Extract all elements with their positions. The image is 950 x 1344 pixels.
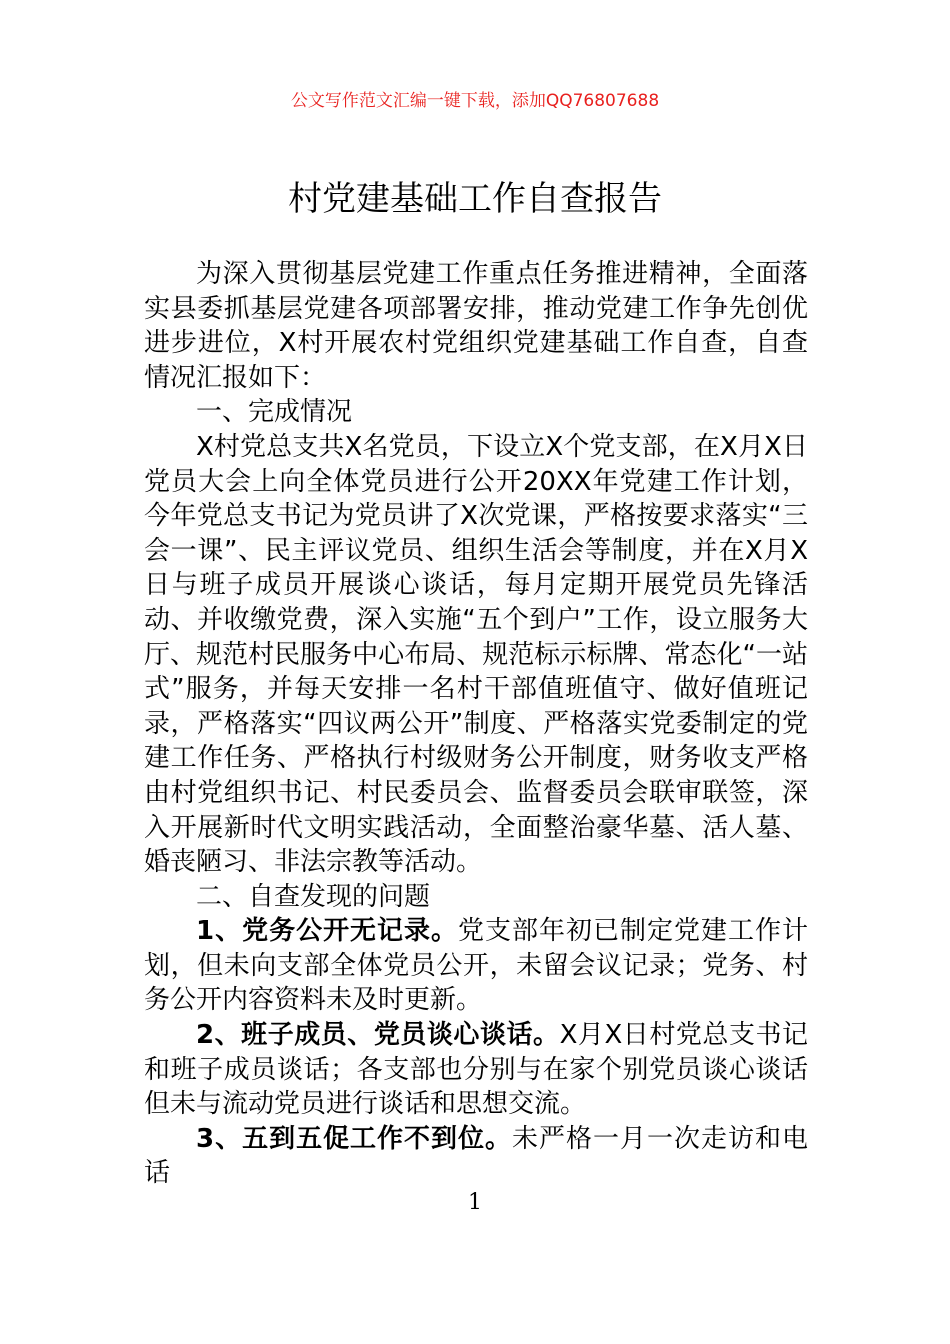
problem-item-lead: 1、党务公开无记录。 <box>196 916 459 947</box>
problem-item-text: 未严格一月一次走访和电话 <box>144 1123 808 1189</box>
page-number: 1 <box>468 1190 482 1215</box>
document-body <box>144 257 808 1191</box>
section2-heading: 二、自查发现的问题 <box>196 881 431 912</box>
problem-item-lead: 3、五到五促工作不到位。 <box>196 1123 513 1154</box>
problem-item <box>144 1122 808 1191</box>
problem-item <box>144 914 808 1018</box>
problem-item-text: 党支部年初已制定党建工作计划，但未向支部全体党员公开，未留会议记录；党务、村务公开内容资料未及时更新。 <box>144 916 808 1016</box>
problem-item-text: X月X日村党总支书记和班子成员谈话；各支部也分别与在家个别党员谈心谈话但未与流动党员进行谈话和思想交流。 <box>144 1020 809 1120</box>
problem-item-lead: 2、班子成员、党员谈心谈话。 <box>196 1020 560 1051</box>
document-title: 村党建基础工作自查报告 <box>288 179 662 219</box>
problem-item <box>144 1018 808 1122</box>
intro-paragraph: 为深入贯彻基层党建工作重点任务推进精神，全面落实县委抓基层党建各项部署安排，推动党建工作争先创优进步进位，X村开展农村党组织党建基础工作自查，自查情况汇报如下： <box>144 259 808 393</box>
section1-body: X村党总支共X名党员，下设立X个党支部，在X月X日党员大会上向全体党员进行公开20XX年党建工作计划，今年党总支书记为党员讲了X次党课，严格按要求落实“三会一课”、民主评议党员、组织生活会等制度，并在X月X日与班子成员开展谈心谈话，每月定期开展党员先锋活动、并收缴党费，深入实施“五个到户”工作，设立服务大厅、规范村民服务中心布局、规范标示标牌、常态化“一站式”服务，并每天安排一名村干部值班值守、做好值班记录，严格落实“四议两公开”制度、严格落实党委制定的党建工作任务、严格执行村级财务公开制度，财务收支严格由村党组织书记、村民委员会、监督委员会联审联签，深入开展新时代文明实践活动，全面整治豪华墓、活人墓、婚丧陋习、非法宗教等活动。 <box>144 431 808 878</box>
header-note: 公文写作范文汇编一键下载，添加QQ76807688 <box>290 91 660 111</box>
section1-heading: 一、完成情况 <box>196 397 353 428</box>
